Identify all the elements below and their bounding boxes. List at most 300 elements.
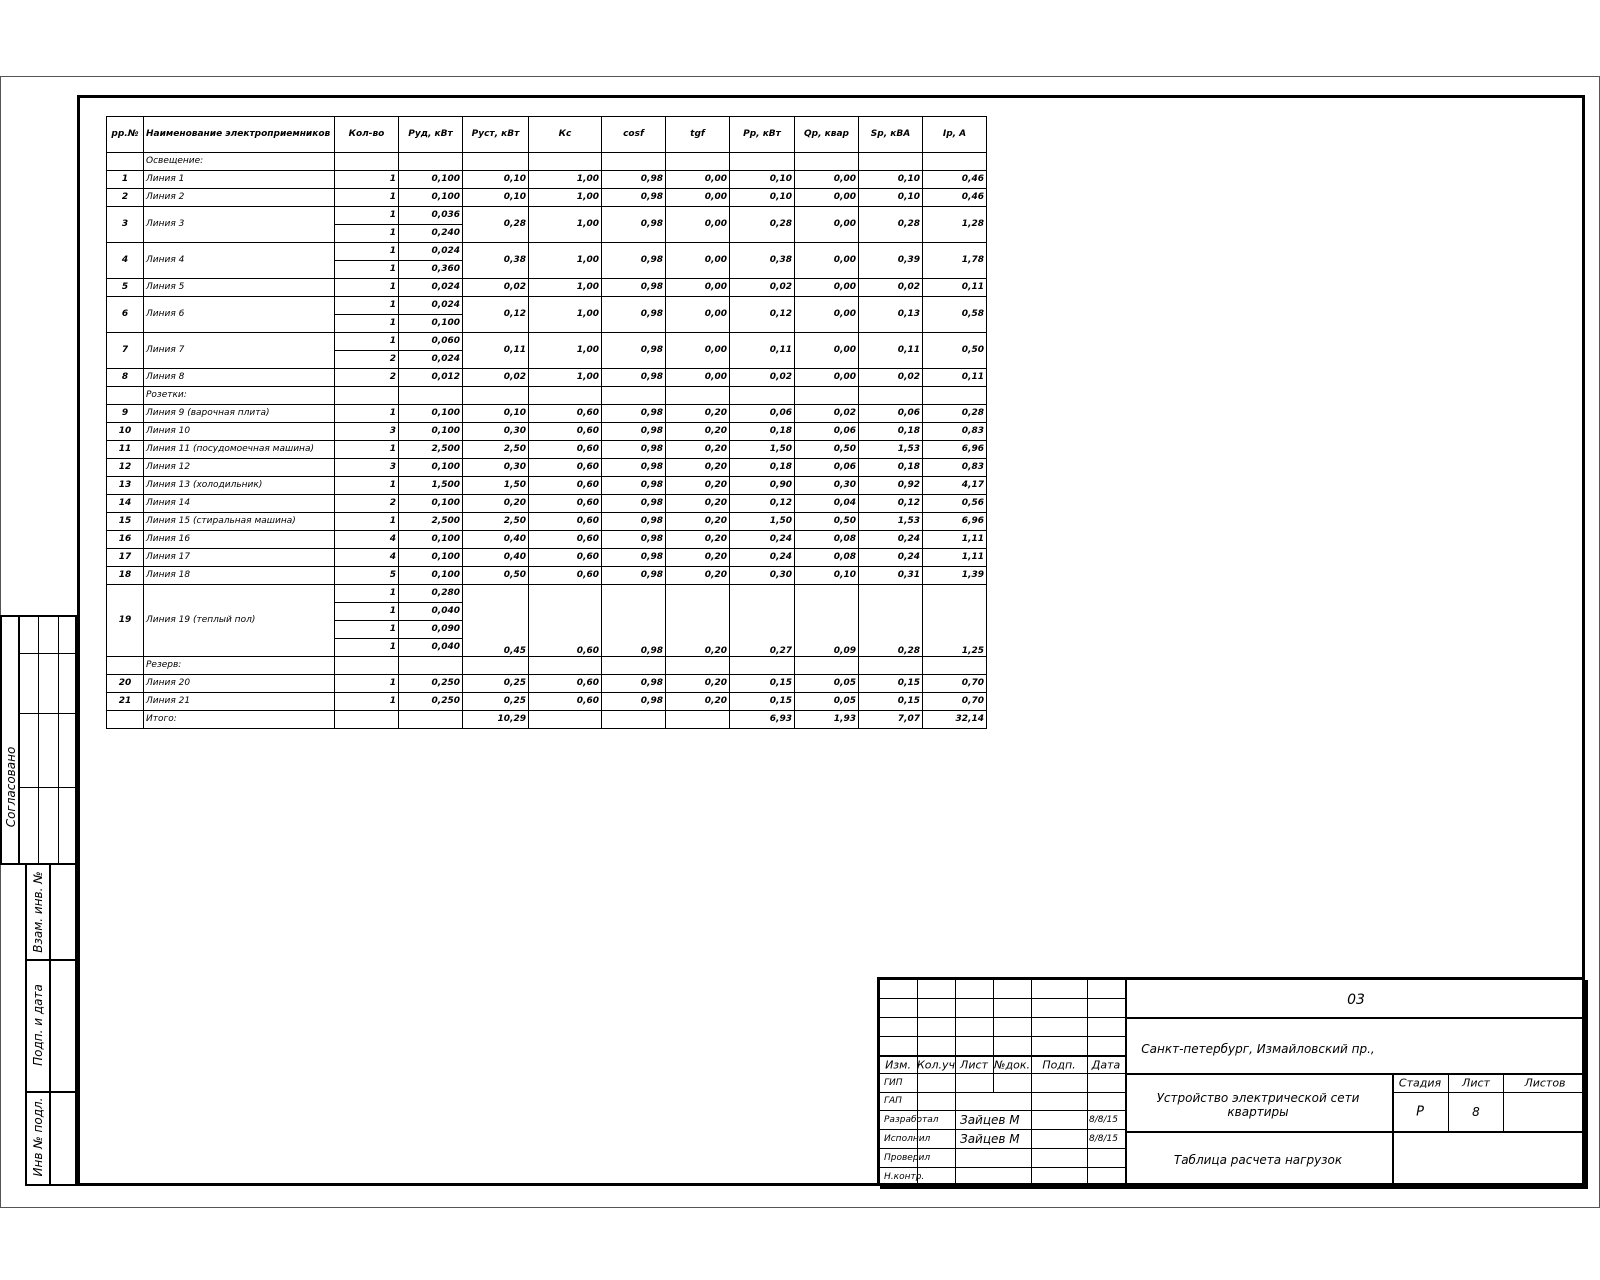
quantity-cell: 2 [335,369,399,387]
tb-name: Зайцев М [960,1132,1020,1146]
unit-power-cell: 0,100 [399,459,463,477]
qp-cell: 0,00 [795,279,859,297]
kc-cell: 1,00 [529,189,602,207]
quantity-cell: 1 [335,477,399,495]
consumer-name: Линия 8 [144,369,335,387]
agreed-stamp [0,615,77,865]
empty-cell [335,387,399,405]
pust-cell: 0,12 [463,297,529,333]
tg-cell: 0,20 [666,513,730,531]
cos-cell: 0,98 [602,369,666,387]
kc-cell: 0,60 [529,405,602,423]
qp-cell: 0,50 [795,513,859,531]
consumer-name: Линия 13 (холодильник) [144,477,335,495]
qp-cell: 0,00 [795,333,859,369]
tb-role: Разработал [884,1115,939,1125]
ip-cell: 0,70 [923,693,987,711]
pust-cell: 0,38 [463,243,529,279]
pp-cell: 1,50 [730,513,795,531]
table-row [107,369,987,387]
pust-cell: 0,11 [463,333,529,369]
tg-cell: 0,00 [666,171,730,189]
sp-cell: 0,10 [859,171,923,189]
table-row [107,333,987,351]
pust-cell: 0,45 [463,585,529,657]
pp-cell: 0,12 [730,495,795,513]
pust-cell: 0,10 [463,405,529,423]
row-number: 7 [107,333,144,369]
sp-cell: 0,10 [859,189,923,207]
sp-cell: 0,15 [859,693,923,711]
cos-cell: 0,98 [602,243,666,279]
empty-cell [795,657,859,675]
sp-cell: 1,53 [859,513,923,531]
unit-power-cell: 0,100 [399,549,463,567]
ip-cell: 0,50 [923,333,987,369]
pp-cell: 0,12 [730,297,795,333]
project-name: Устройство электрической сети квартиры [1156,1091,1360,1119]
cos-cell: 0,98 [602,675,666,693]
column-header: Рр, кВт [730,117,795,153]
quantity-cell: 1 [335,639,399,657]
cos-cell: 0,98 [602,171,666,189]
ip-cell: 0,46 [923,189,987,207]
pust-cell: 0,25 [463,693,529,711]
pp-cell: 0,24 [730,549,795,567]
tg-cell: 0,20 [666,675,730,693]
empty-cell [529,387,602,405]
ip-cell: 6,96 [923,513,987,531]
tb-role: ГИП [884,1078,903,1088]
empty-cell [795,387,859,405]
kc-cell: 1,00 [529,171,602,189]
ip-cell: 1,25 [923,585,987,657]
quantity-cell: 3 [335,423,399,441]
row-number: 5 [107,279,144,297]
kc-cell: 0,60 [529,693,602,711]
table-row [107,207,987,225]
row-number: 12 [107,459,144,477]
sp-cell: 0,24 [859,549,923,567]
sp-cell: 0,31 [859,567,923,585]
kc-cell: 0,60 [529,459,602,477]
qp-cell: 0,30 [795,477,859,495]
unit-power-cell: 0,280 [399,585,463,603]
pp-cell: 1,50 [730,441,795,459]
quantity-cell: 4 [335,549,399,567]
tg-cell: 0,00 [666,279,730,297]
table-row [107,477,987,495]
row-number: 4 [107,243,144,279]
column-header: Руд, кВт [399,117,463,153]
empty-cell [399,711,463,729]
consumer-name: Линия 1 [144,171,335,189]
unit-power-cell: 0,100 [399,495,463,513]
quantity-cell: 2 [335,351,399,369]
unit-power-cell: 2,500 [399,513,463,531]
empty-cell [463,657,529,675]
consumer-name: Линия 20 [144,675,335,693]
quantity-cell: 1 [335,513,399,531]
cos-cell: 0,98 [602,333,666,369]
empty-cell [795,153,859,171]
unit-power-cell: 0,100 [399,171,463,189]
empty-cell [666,387,730,405]
table-row [107,297,987,315]
quantity-cell: 1 [335,171,399,189]
column-header: Наименование электроприемников [144,117,335,153]
table-row [107,495,987,513]
empty-cell [529,153,602,171]
tb-role: Исполнил [884,1134,931,1144]
total-qp: 1,93 [795,711,859,729]
kc-cell: 0,60 [529,585,602,657]
ip-cell: 6,96 [923,441,987,459]
empty-cell [859,387,923,405]
consumer-name: Линия 4 [144,243,335,279]
empty-cell [107,657,144,675]
unit-power-cell: 1,500 [399,477,463,495]
total-pust: 10,29 [463,711,529,729]
cos-cell: 0,98 [602,207,666,243]
ip-cell: 0,11 [923,369,987,387]
consumer-name: Линия 3 [144,207,335,243]
unit-power-cell: 0,040 [399,603,463,621]
cos-cell: 0,98 [602,495,666,513]
tg-cell: 0,20 [666,405,730,423]
tb-col-podp: Подп. [1042,1058,1076,1072]
consumer-name: Линия 9 (варочная плита) [144,405,335,423]
cos-cell: 0,98 [602,567,666,585]
quantity-cell: 1 [335,243,399,261]
quantity-cell: 1 [335,333,399,351]
pp-cell: 0,11 [730,333,795,369]
inv-replace-label: Взам. инв. № [31,871,45,953]
pust-cell: 0,28 [463,207,529,243]
quantity-cell: 1 [335,585,399,603]
pp-cell: 0,27 [730,585,795,657]
consumer-name: Линия 21 [144,693,335,711]
pp-cell: 0,02 [730,369,795,387]
tg-cell: 0,20 [666,441,730,459]
empty-cell [859,153,923,171]
kc-cell: 1,00 [529,297,602,333]
row-number: 21 [107,693,144,711]
unit-power-cell: 0,100 [399,567,463,585]
empty-cell [602,657,666,675]
empty-cell [666,657,730,675]
pust-cell: 0,02 [463,369,529,387]
tb-name: Зайцев М [960,1113,1020,1127]
section-label: Резерв: [144,657,335,675]
qp-cell: 0,08 [795,549,859,567]
qp-cell: 0,00 [795,171,859,189]
kc-cell: 1,00 [529,279,602,297]
qp-cell: 0,00 [795,189,859,207]
sp-cell: 0,06 [859,405,923,423]
unit-power-cell: 0,036 [399,207,463,225]
pp-cell: 0,15 [730,675,795,693]
kc-cell: 0,60 [529,531,602,549]
unit-power-cell: 0,250 [399,675,463,693]
quantity-cell: 4 [335,531,399,549]
cos-cell: 0,98 [602,459,666,477]
ip-cell: 0,56 [923,495,987,513]
qp-cell: 0,00 [795,243,859,279]
ip-cell: 1,78 [923,243,987,279]
ip-cell: 0,70 [923,675,987,693]
quantity-cell: 5 [335,567,399,585]
empty-cell [666,711,730,729]
tb-date: 8/8/15 [1089,1134,1118,1144]
table-row [107,459,987,477]
tg-cell: 0,00 [666,207,730,243]
ip-cell: 4,17 [923,477,987,495]
inventory-stamp [25,863,77,1186]
inv-orig-label: Инв № подл. [31,1097,45,1177]
pust-cell: 0,30 [463,459,529,477]
empty-cell [463,387,529,405]
qp-cell: 0,00 [795,369,859,387]
table-row [107,243,987,261]
table-row [107,171,987,189]
empty-cell [399,657,463,675]
qp-cell: 0,00 [795,207,859,243]
pust-cell: 0,20 [463,495,529,513]
quantity-cell: 1 [335,693,399,711]
table-row [107,423,987,441]
kc-cell: 0,60 [529,423,602,441]
empty-cell [529,711,602,729]
tg-cell: 0,20 [666,495,730,513]
title-block [877,977,1585,1186]
pp-cell: 0,10 [730,171,795,189]
tg-cell: 0,00 [666,243,730,279]
qp-cell: 0,06 [795,423,859,441]
kc-cell: 0,60 [529,549,602,567]
consumer-name: Линия 15 (стиральная машина) [144,513,335,531]
table-header-row [107,117,987,153]
pust-cell: 0,25 [463,675,529,693]
object-address: Санкт-петербург, Измайловский пр., [1141,1042,1375,1056]
total-ip: 32,14 [923,711,987,729]
consumer-name: Линия 7 [144,333,335,369]
sp-cell: 0,15 [859,675,923,693]
sign-date-label: Подп. и дата [31,984,45,1066]
row-number: 20 [107,675,144,693]
row-number: 13 [107,477,144,495]
sp-cell: 0,02 [859,369,923,387]
tb-col-ndoc: №док. [994,1058,1030,1072]
empty-cell [399,387,463,405]
table-row [107,189,987,207]
stage-label: Стадия [1398,1076,1442,1090]
empty-cell [335,153,399,171]
qp-cell: 0,50 [795,441,859,459]
row-number: 10 [107,423,144,441]
unit-power-cell: 2,500 [399,441,463,459]
row-number: 1 [107,171,144,189]
total-label: Итого: [144,711,335,729]
kc-cell: 0,60 [529,513,602,531]
consumer-name: Линия 11 (посудомоечная машина) [144,441,335,459]
cos-cell: 0,98 [602,441,666,459]
sp-cell: 0,18 [859,459,923,477]
kc-cell: 1,00 [529,333,602,369]
row-number: 19 [107,585,144,657]
quantity-cell: 1 [335,297,399,315]
table-row [107,675,987,693]
cos-cell: 0,98 [602,477,666,495]
empty-cell [923,153,987,171]
column-header: Iр, А [923,117,987,153]
sp-cell: 1,53 [859,441,923,459]
tb-col-kol: Кол.уч [916,1058,956,1072]
qp-cell: 0,06 [795,459,859,477]
tg-cell: 0,20 [666,477,730,495]
ip-cell: 1,11 [923,531,987,549]
section-label: Розетки: [144,387,335,405]
pust-cell: 0,10 [463,171,529,189]
unit-power-cell: 0,060 [399,333,463,351]
table-row [107,549,987,567]
consumer-name: Линия 14 [144,495,335,513]
cos-cell: 0,98 [602,531,666,549]
empty-cell [730,387,795,405]
row-number: 18 [107,567,144,585]
empty-cell [923,387,987,405]
consumer-name: Линия 18 [144,567,335,585]
pp-cell: 0,18 [730,423,795,441]
pust-cell: 0,50 [463,567,529,585]
quantity-cell: 1 [335,315,399,333]
consumer-name: Линия 5 [144,279,335,297]
pust-cell: 0,40 [463,531,529,549]
tb-role: Проверил [884,1153,931,1163]
cos-cell: 0,98 [602,189,666,207]
empty-cell [107,387,144,405]
row-number: 14 [107,495,144,513]
tg-cell: 0,00 [666,369,730,387]
cos-cell: 0,98 [602,585,666,657]
ip-cell: 0,83 [923,423,987,441]
empty-cell [923,657,987,675]
unit-power-cell: 0,100 [399,423,463,441]
empty-cell [335,711,399,729]
empty-cell [859,657,923,675]
row-number: 9 [107,405,144,423]
quantity-cell: 1 [335,603,399,621]
empty-cell [602,711,666,729]
unit-power-cell: 0,100 [399,405,463,423]
pust-cell: 0,30 [463,423,529,441]
column-header: рр.№ [107,117,144,153]
consumer-name: Линия 17 [144,549,335,567]
ip-cell: 1,39 [923,567,987,585]
sp-cell: 0,18 [859,423,923,441]
quantity-cell: 1 [335,261,399,279]
sp-cell: 0,39 [859,243,923,279]
empty-cell [107,711,144,729]
empty-cell [602,153,666,171]
sp-cell: 0,92 [859,477,923,495]
tb-col-date: Дата [1091,1058,1121,1072]
unit-power-cell: 0,024 [399,279,463,297]
consumer-name: Линия 2 [144,189,335,207]
empty-cell [602,387,666,405]
pp-cell: 0,90 [730,477,795,495]
sheet-number: 8 [1472,1105,1480,1119]
quantity-cell: 1 [335,207,399,225]
ip-cell: 1,11 [923,549,987,567]
sp-cell: 0,24 [859,531,923,549]
kc-cell: 0,60 [529,495,602,513]
cos-cell: 0,98 [602,279,666,297]
unit-power-cell: 0,024 [399,297,463,315]
qp-cell: 0,09 [795,585,859,657]
quantity-cell: 1 [335,621,399,639]
empty-cell [335,657,399,675]
empty-cell [666,153,730,171]
agreed-label: Согласовано [4,746,18,828]
column-header: Кол-во [335,117,399,153]
tb-date: 8/8/15 [1089,1115,1118,1125]
unit-power-cell: 0,024 [399,243,463,261]
quantity-cell: 2 [335,495,399,513]
kc-cell: 0,60 [529,567,602,585]
row-number: 15 [107,513,144,531]
sp-cell: 0,28 [859,585,923,657]
ip-cell: 1,28 [923,207,987,243]
section-row [107,153,987,171]
pust-cell: 0,02 [463,279,529,297]
column-header: cosf [602,117,666,153]
column-header: Руст, кВт [463,117,529,153]
empty-cell [730,657,795,675]
table-row [107,405,987,423]
ip-cell: 0,83 [923,459,987,477]
sp-cell: 0,02 [859,279,923,297]
empty-cell [463,153,529,171]
qp-cell: 0,02 [795,405,859,423]
table-row [107,567,987,585]
tg-cell: 0,20 [666,531,730,549]
load-calculation-table [106,116,987,729]
table-row [107,279,987,297]
pust-cell: 2,50 [463,513,529,531]
tg-cell: 0,00 [666,297,730,333]
ip-cell: 0,46 [923,171,987,189]
cos-cell: 0,98 [602,549,666,567]
total-pp: 6,93 [730,711,795,729]
quantity-cell: 1 [335,279,399,297]
consumer-name: Линия 19 (теплый пол) [144,585,335,657]
tg-cell: 0,20 [666,585,730,657]
ip-cell: 0,58 [923,297,987,333]
qp-cell: 0,08 [795,531,859,549]
column-header: Sр, кВА [859,117,923,153]
sp-cell: 0,11 [859,333,923,369]
quantity-cell: 3 [335,459,399,477]
pust-cell: 0,10 [463,189,529,207]
tg-cell: 0,20 [666,693,730,711]
empty-cell [399,153,463,171]
column-header: Кс [529,117,602,153]
row-number: 11 [107,441,144,459]
table-row [107,585,987,603]
kc-cell: 0,60 [529,441,602,459]
qp-cell: 0,00 [795,297,859,333]
